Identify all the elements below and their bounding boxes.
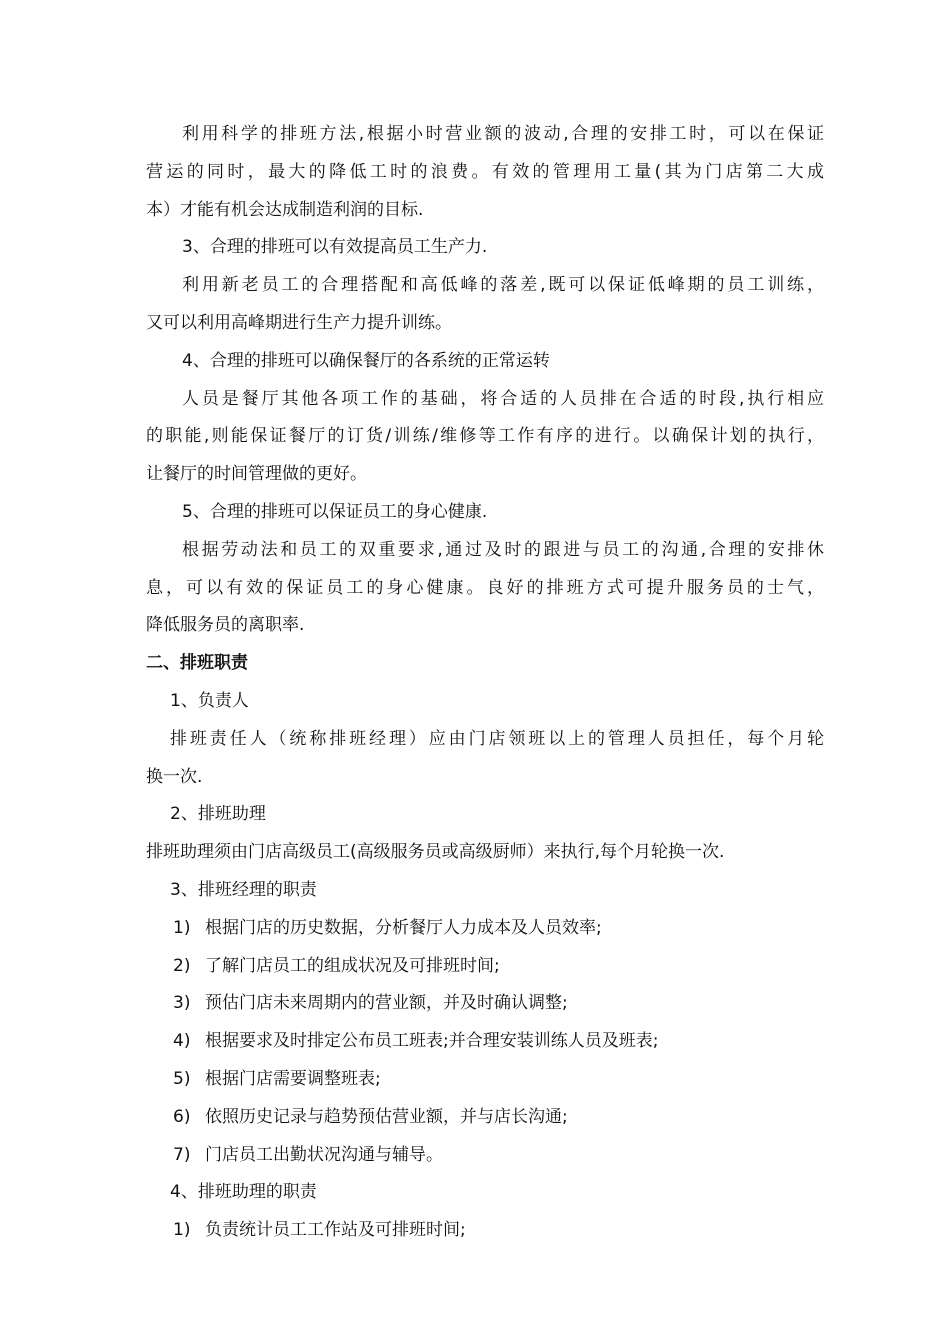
list-number: 5) <box>173 1068 191 1089</box>
list-item <box>146 1023 824 1061</box>
list-item <box>146 910 824 948</box>
paragraph-line: 的职能,则能保证餐厅的订货/训练/维修等工作有序的进行。以确保计划的执行， <box>146 426 824 447</box>
section-title: 二、排班职责 <box>146 653 248 674</box>
list-item <box>146 1099 824 1137</box>
paragraph-line: 换一次. <box>146 766 203 787</box>
list-text: 负责统计员工工作站及可排班时间; <box>205 1220 466 1241</box>
subheading-5: 5、合理的排班可以保证员工的身心健康. <box>182 501 488 522</box>
subheading-3: 3、合理的排班可以有效提高员工生产力. <box>182 237 488 258</box>
item-title-assistant-duties: 4、排班助理的职责 <box>170 1182 317 1203</box>
list-text: 依照历史记录与趋势预估营业额，并与店长沟通; <box>205 1106 568 1127</box>
paragraph-line: 让餐厅的时间管理做的更好。 <box>146 464 367 485</box>
list-item <box>146 1137 824 1175</box>
list-number: 1) <box>173 1220 191 1241</box>
item-title-assistant: 2、排班助理 <box>170 804 266 825</box>
paragraph-line: 利用科学的排班方法,根据小时营业额的波动,合理的安排工时，可以在保证 <box>182 124 824 144</box>
paragraph-line: 本）才能有机会达成制造利润的目标. <box>146 199 424 220</box>
item-title-responsible: 1、负责人 <box>170 690 249 711</box>
list-text: 根据要求及时排定公布员工班表;并合理安装训练人员及班表; <box>205 1031 659 1052</box>
list-text: 了解门店员工的组成状况及可排班时间; <box>205 955 500 976</box>
list-number: 4) <box>173 1031 191 1052</box>
list-number: 7) <box>173 1144 191 1165</box>
paragraph-line: 排班责任人（统称排班经理）应由门店领班以上的管理人员担任，每个月轮 <box>170 728 824 749</box>
item-title-manager-duties: 3、排班经理的职责 <box>170 879 317 900</box>
list-item <box>146 985 824 1023</box>
list-number: 3) <box>173 993 191 1014</box>
paragraph-line: 根据劳动法和员工的双重要求,通过及时的跟进与员工的沟通,合理的安排休 <box>182 539 824 560</box>
list-text: 根据门店需要调整班表; <box>205 1068 381 1089</box>
paragraph-line: 利用新老员工的合理搭配和高低峰的落差,既可以保证低峰期的员工训练， <box>182 275 824 296</box>
paragraph-line: 营运的同时，最大的降低工时的浪费。有效的管理用工量(其为门店第二大成 <box>146 161 824 182</box>
list-item <box>146 1061 824 1099</box>
paragraph-line: 降低服务员的离职率. <box>146 615 305 636</box>
list-number: 6) <box>173 1106 191 1127</box>
list-number: 2) <box>173 955 191 976</box>
paragraph-line: 息，可以有效的保证员工的身心健康。良好的排班方式可提升服务员的士气， <box>146 577 824 598</box>
document-body <box>146 116 824 1250</box>
list-number: 1) <box>173 917 191 938</box>
subheading-4: 4、合理的排班可以确保餐厅的各系统的正常运转 <box>182 350 550 371</box>
list-text: 门店员工出勤状况沟通与辅导。 <box>205 1144 443 1165</box>
list-text: 预估门店未来周期内的营业额，并及时确认调整; <box>205 993 568 1014</box>
paragraph-line: 人员是餐厅其他各项工作的基础，将合适的人员排在合适的时段,执行相应 <box>182 388 824 409</box>
paragraph-line: 排班助理须由门店高级员工(高级服务员或高级厨师）来执行,每个月轮换一次. <box>146 842 725 863</box>
list-item <box>146 948 824 986</box>
paragraph-line: 又可以利用高峰期进行生产力提升训练。 <box>146 312 452 333</box>
list-item <box>146 1212 824 1250</box>
list-text: 根据门店的历史数据，分析餐厅人力成本及人员效率; <box>205 917 602 938</box>
